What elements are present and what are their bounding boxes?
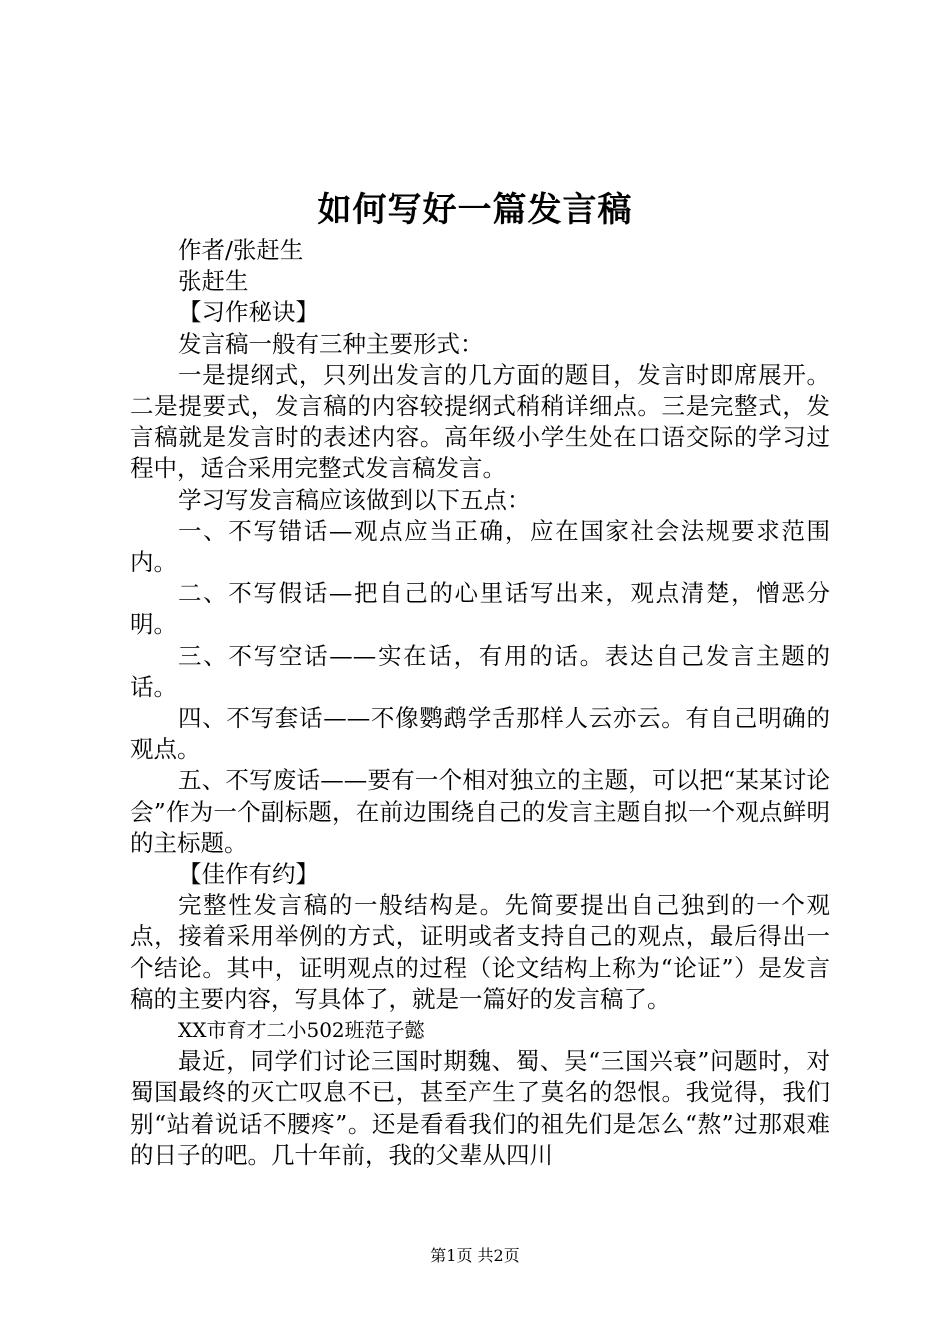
author-line: 作者/张赶生 [178, 236, 304, 264]
section-heading-tips: 【习作秘诀】 [178, 298, 319, 327]
paragraph: 发言稿一般有三种主要形式： [178, 329, 484, 358]
list-item: 二、不写假话—把自己的心里话写出来，观点清楚，憎恶分明。 [130, 579, 830, 639]
section-heading-example: 【佳作有约】 [178, 860, 319, 889]
author-name: 张赶生 [178, 267, 249, 296]
example-author: XX市育才二小502班范子懿 [178, 1018, 425, 1043]
list-item: 四、不写套话——不像鹦鹉学舌那样人云亦云。有自己明确的观点。 [130, 704, 830, 764]
paragraph: 最近，同学们讨论三国时期魏、蜀、吴“三国兴衰”问题时，对蜀国最终的灭亡叹息不已，甚至产生了莫名的怨恨。我觉得，我们别“站着说话不腰疼”。还是看看我们的祖先们是怎么“熬”过那艰难的日子的吧。几十年前，我的父辈从四川 [130, 1047, 830, 1169]
document-title: 如何写好一篇发言稿 [317, 190, 633, 230]
list-item: 一、不写错话—观点应当正确，应在国家社会法规要求范围内。 [130, 516, 830, 577]
list-item: 五、不写废话——要有一个相对独立的主题，可以把“某某讨论会”作为一个副标题，在前边围绕自己的发言主题自拟一个观点鲜明的主标题。 [130, 766, 830, 857]
paragraph: 学习写发言稿应该做到以下五点： [178, 485, 531, 514]
list-item: 三、不写空话——实在话，有用的话。表达自己发言主题的话。 [130, 641, 830, 701]
document-body [130, 235, 830, 1171]
page-footer: 第1页 共2页 [430, 1246, 520, 1265]
paragraph: 一是提纲式，只列出发言的几方面的题目，发言时即席展开。二是提要式，发言稿的内容较提纲式稍稍详细点。三是完整式，发言稿就是发言时的表述内容。高年级小学生处在口语交际的学习过程中，适合采用完整式发言稿发言。 [130, 360, 830, 483]
paragraph: 完整性发言稿的一般结构是。先简要提出自己独到的一个观点，接着采用举例的方式，证明或者支持自己的观点，最后得出一个结论。其中，证明观点的过程（论文结构上称为“论证”）是发言稿的主要内容，写具体了，就是一篇好的发言稿了。 [130, 891, 830, 1013]
